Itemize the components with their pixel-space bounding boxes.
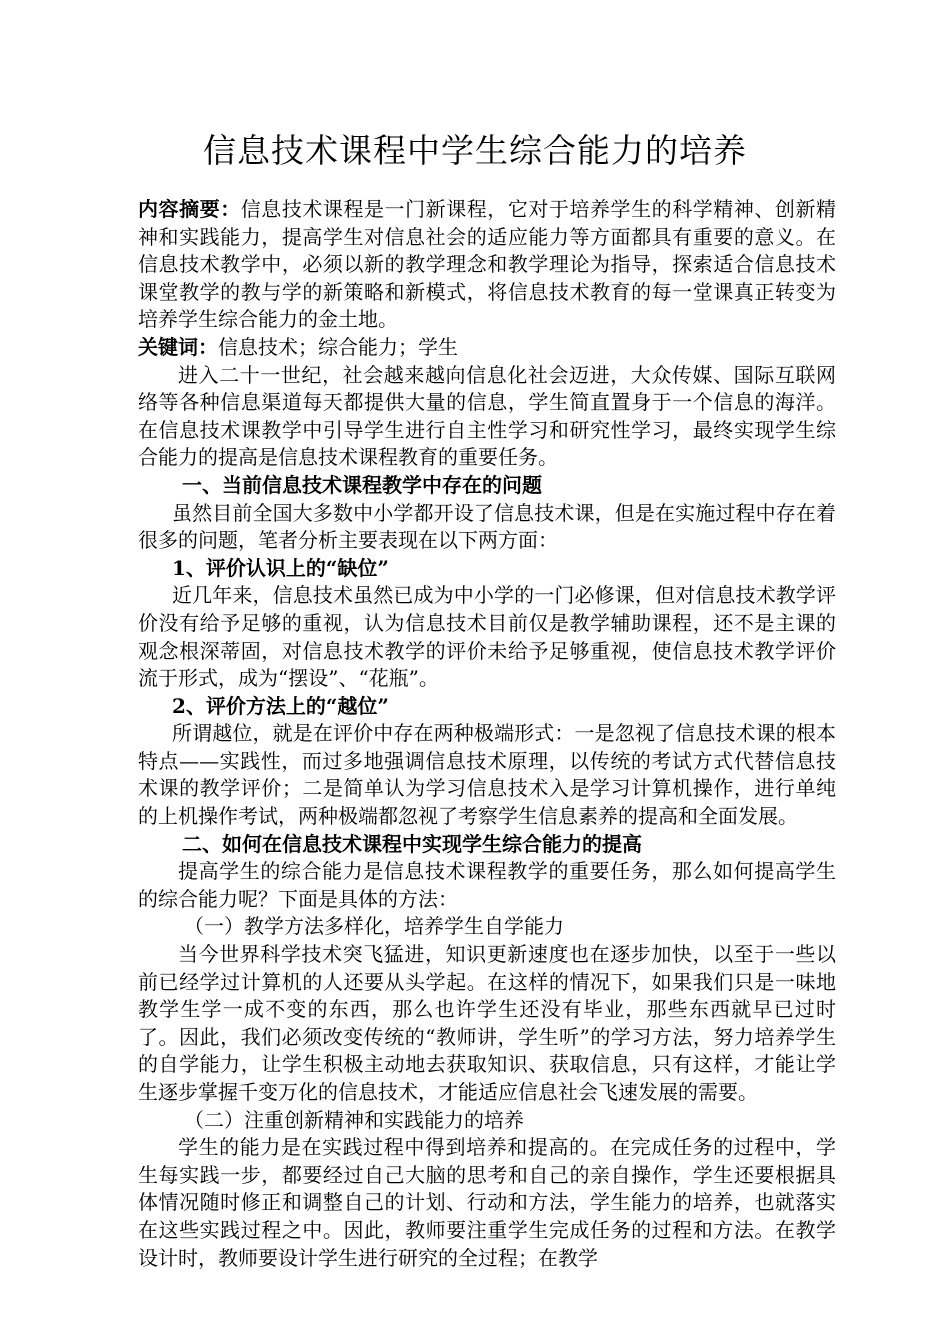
intro-paragraph: 进入二十一世纪，社会越来越向信息化社会迈进，大众传媒、国际互联网络等各种信息渠道每天都提供大量的信息，学生简直置身于一个信息的海洋。在信息技术课教学中引导学生进行自主性学习和研究性学习，最终实现学生综合能力的提高是信息技术课程教育的重要任务。 <box>138 362 836 470</box>
section-2-intro: 提高学生的综合能力是信息技术课程教学的重要任务，那么如何提高学生的综合能力呢？下面是具体的方法： <box>138 859 836 911</box>
keywords-colon: ： <box>198 334 218 359</box>
section-1-sub-1-heading: 1、评价认识上的“缺位” <box>172 555 389 580</box>
section-1-sub-2-text: 所谓越位，就是在评价中存在两种极端形式：一是忽视了信息技术课的根本特点——实践性，而过多地强调信息技术原理，以传统的考试方式代替信息技术课的教学评价；二是简单认为学习信息技术入是学习计算机操作，进行单纯的上机操作考试，两种极端都忽视了考察学生信息素养的提高和全面发展。 <box>138 721 836 829</box>
section-1-sub-2-heading: 2、评价方法上的“越位” <box>172 693 389 718</box>
abstract-colon: ： <box>220 197 241 221</box>
section-1-heading: 一、当前信息技术课程教学中存在的问题 <box>182 472 542 497</box>
keywords-text: 信息技术；综合能力；学生 <box>218 334 458 359</box>
section-2-sub-2-heading: （二）注重创新精神和实践能力的培养 <box>184 1107 524 1132</box>
abstract-paragraph <box>138 196 836 334</box>
section-1-intro: 虽然目前全国大多数中小学都开设了信息技术课，但是在实施过程中存在着很多的问题，笔者分析主要表现在以下两方面： <box>138 500 836 553</box>
abstract-text: 信息技术课程是一门新课程，它对于培养学生的科学精神、创新精神和实践能力，提高学生对信息社会的适应能力等方面都具有重要的意义。在信息技术教学中，必须以新的教学理念和教学理论为指导，探索适合信息技术课堂教学的教与学的新策略和新模式，将信息技术教育的每一堂课真正转变为培养学生综合能力的金土地。 <box>138 197 837 332</box>
section-2-sub-1-heading: （一）教学方法多样化，培养学生自学能力 <box>184 914 564 939</box>
keywords-paragraph <box>138 334 836 362</box>
keywords-label: 关键词 <box>138 334 198 359</box>
section-2-sub-1-text: 当今世界科学技术突飞猛进，知识更新速度也在逐步加快，以至于一些以前已经学过计算机的人还要从头学起。在这样的情况下，如果我们只是一味地教学生学一成不变的东西，那么也许学生还没有毕业，那些东西就早已过时了。因此，我们必须改变传统的“教师讲，学生听”的学习方法，努力培养学生的自学能力，让学生积极主动地去获取知识、获取信息，只有这样，才能让学生逐步掌握千变万化的信息技术，才能适应信息社会飞速发展的需要。 <box>138 942 836 1104</box>
section-1-sub-1-text: 近几年来，信息技术虽然已成为中小学的一门必修课，但对信息技术教学评价没有给予足够的重视，认为信息技术目前仅是教学辅助课程，还不是主课的观念根深蒂固，对信息技术教学的评价未给予足够重视，使信息技术教学评价流于形式，成为“摆设”、“花瓶”。 <box>138 583 836 691</box>
abstract-label: 内容摘要 <box>138 197 221 221</box>
document-body <box>138 196 836 1272</box>
document-title: 信息技术课程中学生综合能力的培养 <box>203 131 747 170</box>
section-2-sub-2-text: 学生的能力是在实践过程中得到培养和提高的。在完成任务的过程中，学生每实践一步，都要经过自己大脑的思考和自己的亲自操作，学生还要根据具体情况随时修正和调整自己的计划、行动和方法，学生能力的培养，也就落实在这些实践过程之中。因此，教师要注重学生完成任务的过程和方法。在教学设计时，教师要设计学生进行研究的全过程；在教学 <box>138 1135 836 1270</box>
section-2-heading: 二、如何在信息技术课程中实现学生综合能力的提高 <box>182 831 642 856</box>
